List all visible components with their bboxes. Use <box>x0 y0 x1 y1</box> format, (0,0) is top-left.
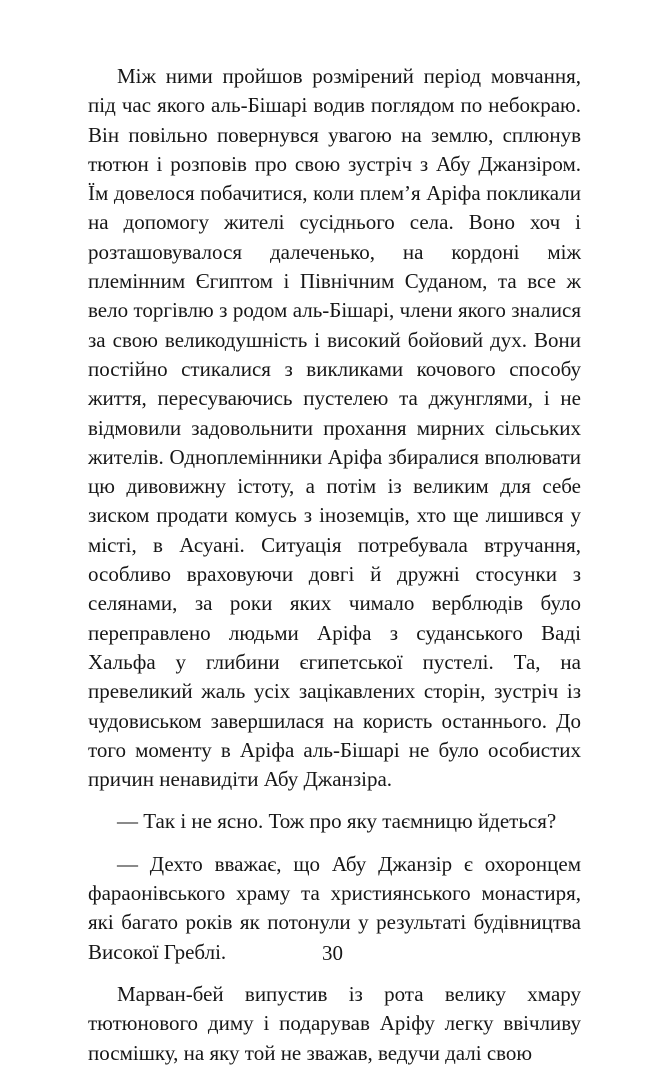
paragraph-narrative-2: Марван-бей випустив із рота велику хмару тютюнового диму і подарував Аріфу легку ввічливу посмішку, на яку той не зважав, ведучи далі свою <box>88 981 581 1065</box>
page-number: 30 <box>322 941 343 965</box>
body-text <box>88 62 581 1081</box>
paragraph-dialogue-question: — Так і не ясно. Тож про яку таємницю йдеться? <box>117 809 557 834</box>
paragraph-dialogue-answer: — Дехто вважає, що Абу Джанзір є охоронцем фараонівського храму та християнського монастиря, які багато років як потонули у результаті будівництва Високої Греблі. <box>88 851 581 964</box>
paragraph-narrative-1: Між ними пройшов розмірений період мовчання, під час якого аль-Бішарі водив поглядом по небокраю. Він повільно повернувся увагою на землю, сплюнув тютюн і розповів про свою зустріч з Абу Джанзіром. Їм довелося побачитися, коли плем’я Аріфа покликали на допомогу жителі сусіднього села. Воно хоч і розташовувалося далеченько, на кордоні між племінним Єгиптом і Північним Суданом, та все ж вело торгівлю з родом аль-Бішарі, члени якого зналися за свою великодушність і високий бойовий дух. Вони постійно стикалися з викликами кочового способу життя, пересуваючись пустелею та джунглями, і не відмовили задовольнити прохання мирних сільських жителів. Одноплемінники Аріфа збиралися вполювати цю дивовижну істоту, а потім із великим для себе зиском продати комусь з іноземців, хто ще лишився у місті, в Асуані. Ситуація потребувала втручання, особливо враховуючи довгі й дружні стосунки з селянами, за роки яких чимало верблюдів було переправлено людьми Аріфа з суданського Ваді Хальфа у глибини єгипетської пустелі. Та, на превеликий жаль усіх зацікавлених сторін, зустріч із чудовиськом завершилася на користь останнього. До того моменту в Аріфа аль-Бішарі не було особистих причин ненавидіти Абу Джанзіра. <box>88 64 581 792</box>
